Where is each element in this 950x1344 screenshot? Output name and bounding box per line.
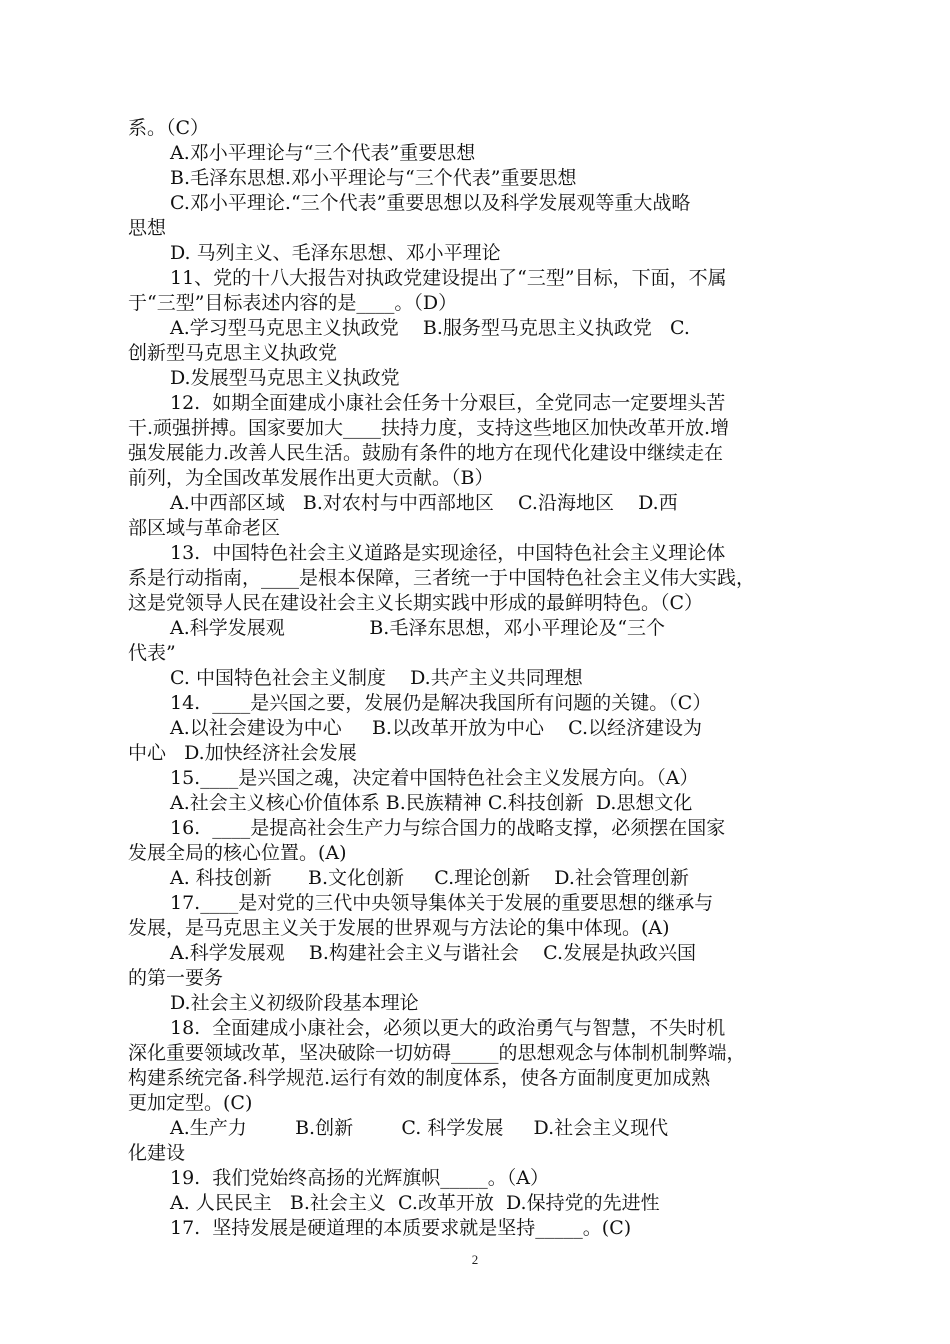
text-line: A.以社会建设为中心 B.以改革开放为中心 C.以经济建设为	[170, 717, 703, 739]
text-line: 思想	[128, 217, 167, 239]
text-line: A. 科技创新 B.文化创新 C.理论创新 D.社会管理创新	[170, 867, 689, 889]
text-line: A. 人民民主 B.社会主义 C.改革开放 D.保持党的先进性	[170, 1192, 660, 1214]
text-line: A.中西部区域 B.对农村与中西部地区 C.沿海地区 D.西	[170, 492, 678, 514]
text-line: 中心 D.加快经济社会发展	[128, 742, 357, 764]
text-line: 干.顽强拼搏。国家要加大____扶持力度，支持这些地区加快改革开放.增	[128, 417, 730, 439]
text-line: C.邓小平理论.“三个代表”重要思想以及科学发展观等重大战略	[170, 192, 691, 214]
text-line: A.科学发展观 B.构建社会主义与谐社会 C.发展是执政兴国	[170, 942, 696, 964]
text-line: 11、党的十八大报告对执政党建设提出了“三型”目标，下面，不属	[170, 267, 727, 289]
text-line: A.社会主义核心价值体系 B.民族精神 C.科技创新 D.思想文化	[170, 792, 693, 814]
text-line: 发展，是马克思主义关于发展的世界观与方法论的集中体现。(A)	[128, 917, 670, 939]
text-line: 15.____是兴国之魂，决定着中国特色社会主义发展方向。（A）	[170, 767, 699, 789]
text-line: 创新型马克思主义执政党	[128, 342, 338, 364]
text-line: A.科学发展观 B.毛泽东思想，邓小平理论及“三个	[170, 617, 666, 639]
text-line: 17.____是对党的三代中央领导集体关于发展的重要思想的继承与	[170, 892, 714, 914]
text-line: 18. 全面建成小康社会，必须以更大的政治勇气与智慧，不失时机	[170, 1017, 726, 1039]
text-line: 17. 坚持发展是硬道理的本质要求就是坚持_____。(C)	[170, 1217, 632, 1239]
text-line: 前列，为全国改革发展作出更大贡献。（B）	[128, 467, 494, 489]
text-line: 12. 如期全面建成小康社会任务十分艰巨，全党同志一定要埋头苦	[170, 392, 726, 414]
text-line: 化建设	[128, 1142, 186, 1164]
text-line: 构建系统完备.科学规范.运行有效的制度体系，使各方面制度更加成熟	[128, 1067, 711, 1089]
text-line: 于“三型”目标表述内容的是____。（D）	[128, 292, 458, 314]
text-line: 深化重要领域改革，坚决破除一切妨碍_____的思想观念与体制机制弊端，	[128, 1042, 746, 1064]
text-line: A.生产力 B.创新 C. 科学发展 D.社会主义现代	[170, 1117, 669, 1139]
text-line: A.邓小平理论与“三个代表”重要思想	[170, 142, 476, 164]
text-line: D. 马列主义、毛泽东思想、邓小平理论	[170, 242, 501, 264]
text-line: 强发展能力.改善人民生活。鼓励有条件的地方在现代化建设中继续走在	[128, 442, 724, 464]
text-line: D.发展型马克思主义执政党	[170, 367, 400, 389]
text-line: A.学习型马克思主义执政党 B.服务型马克思主义执政党 C.	[170, 317, 690, 339]
text-line: D.社会主义初级阶段基本理论	[170, 992, 419, 1014]
text-line: 16. ____是提高社会生产力与综合国力的战略支撑，必须摆在国家	[170, 817, 726, 839]
text-line: 这是党领导人民在建设社会主义长期实践中形成的最鲜明特色。（C）	[128, 592, 704, 614]
text-line: 更加定型。(C)	[128, 1092, 253, 1114]
text-line: 代表”	[128, 642, 176, 664]
text-line: B.毛泽东思想.邓小平理论与“三个代表”重要思想	[170, 167, 577, 189]
text-line: C. 中国特色社会主义制度 D.共产主义共同理想	[170, 667, 583, 689]
text-line: 13. 中国特色社会主义道路是实现途径，中国特色社会主义理论体	[170, 542, 726, 564]
text-line: 14. ____是兴国之要，发展仍是解决我国所有问题的关键。（C）	[170, 692, 712, 714]
document-body	[128, 116, 828, 1241]
text-line: 部区域与革命老区	[128, 517, 281, 539]
text-line: 19. 我们党始终高扬的光辉旗帜_____。（A）	[170, 1167, 550, 1189]
text-line: 发展全局的核心位置。(A)	[128, 842, 347, 864]
page-number: 2	[471, 1252, 479, 1267]
text-line: 系。（C）	[128, 117, 210, 139]
text-line: 的第一要务	[128, 967, 224, 989]
text-line: 系是行动指南，____是根本保障，三者统一于中国特色社会主义伟大实践，	[128, 567, 756, 589]
